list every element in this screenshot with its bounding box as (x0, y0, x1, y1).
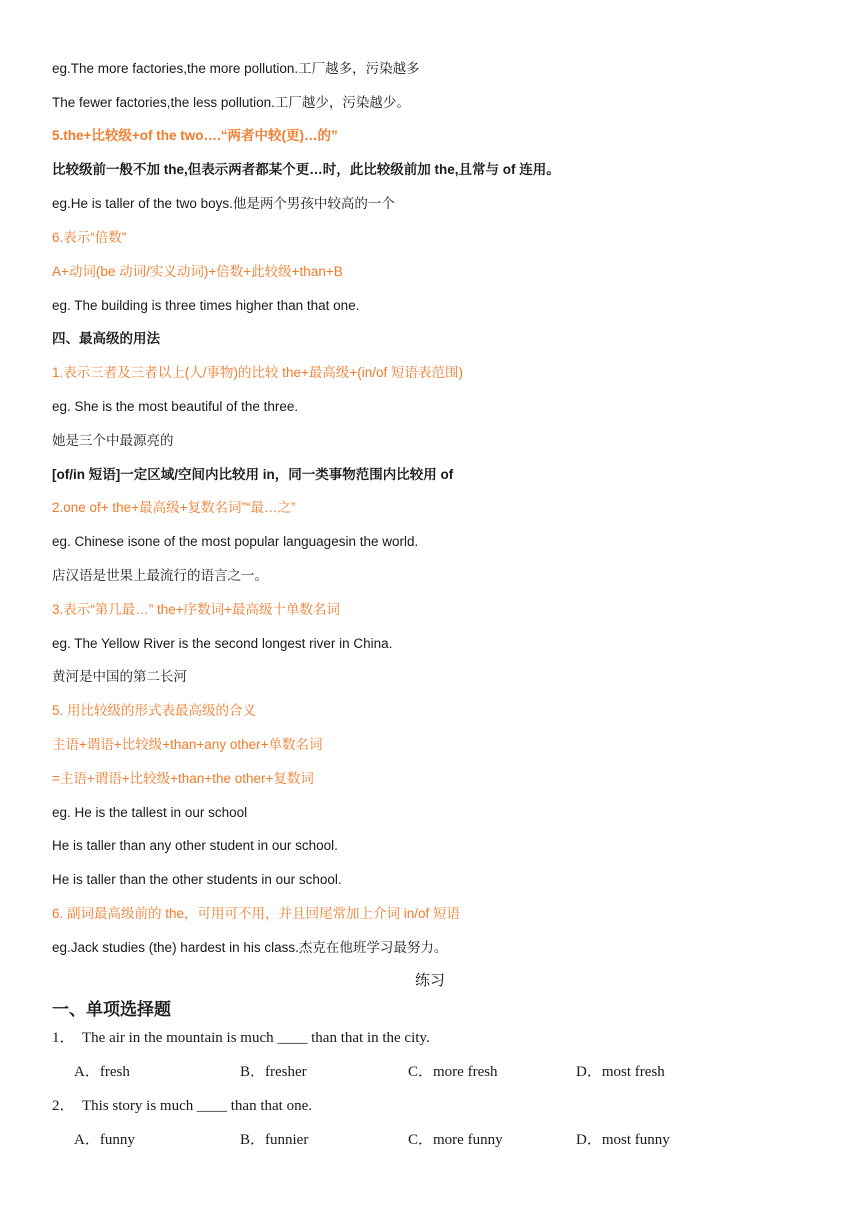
translation-line: 她是三个中最源亮的 (52, 433, 174, 448)
rule-formula: A+动词(be 动词/实义动词)+倍数+此较级+than+B (52, 264, 343, 279)
rule-heading: 5. 用比较级的形式表最高级的合义 (52, 703, 257, 718)
rule-heading: 6.表示“倍数” (52, 230, 127, 245)
rule-note: [of/in 短语]一定区域/空间内比较用 in，同一类事物范围内比较用 of (52, 467, 454, 482)
option-a[interactable]: A．funny (74, 1132, 135, 1148)
example-line: eg. The Yellow River is the second longest river in China. (52, 636, 393, 651)
question-stem: This story is much ____ than that one. (82, 1098, 312, 1114)
rule-note: 比较级前一般不加 the,但表示两者都某个更…时，此比较级前加 the,且常与 of 连用。 (52, 162, 560, 177)
rule-heading: 6. 副词最高级前的 the，可用可不用，并且回尾常加上介词 in/of 短语 (52, 906, 461, 921)
translation-line: 黄河是中国的第二长河 (52, 669, 187, 684)
example-line: eg.He is taller of the two boys.他是两个男孩中较高的一个 (52, 196, 395, 211)
example-line: The fewer factories,the less pollution.工厂越少，污染越少。 (52, 95, 410, 110)
section-heading: 四、最高级的用法 (52, 331, 160, 346)
rule-heading: 2.one of+ the+最高级+复数名词”“最…之” (52, 500, 296, 515)
option-c[interactable]: C．more fresh (408, 1064, 498, 1080)
option-d[interactable]: D．most funny (576, 1132, 670, 1148)
option-c[interactable]: C．more funny (408, 1132, 503, 1148)
rule-heading: 5.the+比较级+of the two….“两者中较(更)…的” (52, 128, 338, 143)
example-line: He is taller than the other students in our school. (52, 872, 342, 887)
practice-title: 练习 (414, 973, 445, 989)
rule-formula: =主语+谓语+比较级+than+the other+复数词 (52, 771, 314, 786)
rule-heading: 3.表示“第几最…” the+序数词+最高级十单数名词 (52, 602, 341, 617)
example-line: eg. He is the tallest in our school (52, 805, 248, 820)
section-title: 一、单项选择题 (52, 1000, 171, 1019)
question-number: 2． (52, 1098, 75, 1114)
option-a[interactable]: A．fresh (74, 1064, 130, 1080)
option-d[interactable]: D．most fresh (576, 1064, 665, 1080)
example-line: eg. She is the most beautiful of the three. (52, 399, 299, 414)
option-b[interactable]: B．fresher (240, 1064, 307, 1080)
example-line: He is taller than any other student in our school. (52, 838, 338, 853)
rule-heading: 1.表示三者及三者以上(人/事物)的比较 the+最高级+(in/of 短语表范围) (52, 365, 464, 380)
question-stem: The air in the mountain is much ____ than that in the city. (82, 1030, 430, 1046)
example-line: eg. The building is three times higher than that one. (52, 298, 360, 313)
example-line: eg.The more factories,the more pollution.工厂越多，污染越多 (52, 61, 420, 76)
example-line: eg.Jack studies (the) hardest in his class.杰克在他班学习最努力。 (52, 940, 448, 955)
translation-line: 店汉语是世果上最流行的语言之一。 (52, 568, 268, 583)
question-number: 1． (52, 1030, 75, 1046)
rule-formula: 主语+谓语+比较级+than+any other+单数名词 (52, 737, 323, 752)
example-line: eg. Chinese isone of the most popular languagesin the world. (52, 534, 419, 549)
option-b[interactable]: B．funnier (240, 1132, 309, 1148)
